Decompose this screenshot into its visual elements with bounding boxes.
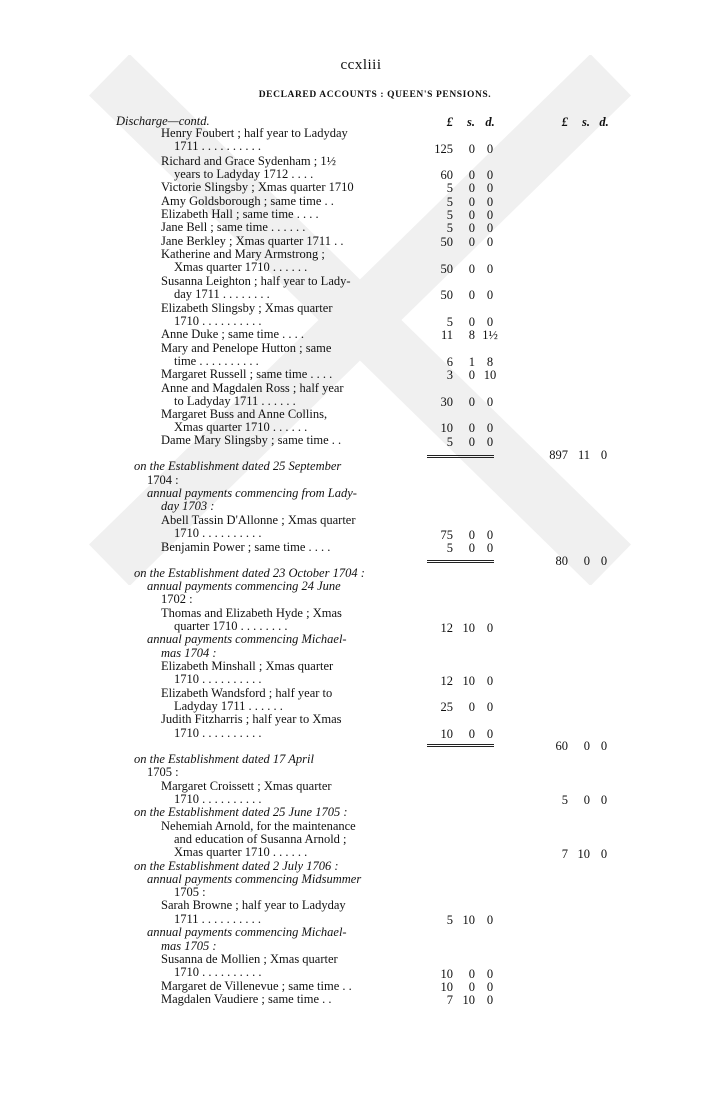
ledger-line-xmas-quarter-1710: Xmas quarter 1710 . . . . . . xyxy=(174,260,308,274)
ledger-line-annual-payments-commencing-24-june: annual payments commencing 24 June xyxy=(147,579,341,593)
header-total-shillings: s. xyxy=(582,115,590,129)
header-total-pounds: £ xyxy=(561,115,568,129)
amount-shillings: 0 xyxy=(468,727,475,741)
header-total-pence: d. xyxy=(599,115,609,129)
amount-pence: 0 xyxy=(486,621,494,635)
ledger-line-mas-1704: mas 1704 : xyxy=(161,646,217,660)
amount-pounds: 5 xyxy=(446,435,453,449)
amount-pence: 0 xyxy=(486,980,494,994)
running-head: DECLARED ACCOUNTS : QUEEN'S PENSIONS. xyxy=(258,90,492,100)
amount-shillings: 0 xyxy=(468,395,475,409)
ledger-line-elizabeth-wandsford-half-year-to: Elizabeth Wandsford ; half year to xyxy=(161,686,333,700)
total-pence: 0 xyxy=(600,793,608,807)
ledger-line-1710: 1710 . . . . . . . . . . xyxy=(174,792,262,806)
ledger-line-henry-foubert-half-year-to-ladyday: Henry Foubert ; half year to Ladyday xyxy=(161,126,348,140)
amount-pence: 10 xyxy=(483,368,497,382)
total-pence: 0 xyxy=(600,448,608,462)
ledger-line-1710: 1710 . . . . . . . . . . xyxy=(174,672,262,686)
amount-shillings: 1 xyxy=(468,355,475,369)
ledger-line-day-1703: day 1703 : xyxy=(161,499,215,513)
amount-pence: 0 xyxy=(486,541,494,555)
amount-pounds: 25 xyxy=(440,700,453,714)
amount-pounds: 30 xyxy=(440,395,453,409)
amount-pence: 0 xyxy=(486,674,494,688)
ledger-line-benjamin-power-same-time: Benjamin Power ; same time . . . . xyxy=(161,540,331,554)
total-pence: 0 xyxy=(600,739,608,753)
amount-shillings: 8 xyxy=(468,328,475,342)
ledger-line-judith-fitzharris-half-year-to-xmas: Judith Fitzharris ; half year to Xmas xyxy=(161,712,342,726)
total-pounds: 897 xyxy=(549,448,568,462)
ledger-line-richard-and-grace-sydenham-1: Richard and Grace Sydenham ; 1½ xyxy=(161,154,336,168)
amount-shillings: 10 xyxy=(462,621,475,635)
ledger-line-mas-1705: mas 1705 : xyxy=(161,939,217,953)
amount-pounds: 5 xyxy=(446,195,453,209)
amount-shillings: 0 xyxy=(468,528,475,542)
amount-shillings: 0 xyxy=(468,195,475,209)
amount-pounds: 3 xyxy=(446,368,453,382)
page-number: ccxliii xyxy=(340,57,382,73)
ledger-line-1705: 1705 : xyxy=(174,885,206,899)
amount-pounds: 12 xyxy=(440,674,453,688)
amount-pence: 0 xyxy=(486,315,494,329)
total-shillings: 0 xyxy=(583,554,590,568)
amount-shillings: 0 xyxy=(468,967,475,981)
amount-pence: 0 xyxy=(486,168,494,182)
amount-shillings: 0 xyxy=(468,435,475,449)
ledger-line-elizabeth-minshall-xmas-quarter: Elizabeth Minshall ; Xmas quarter xyxy=(161,659,334,673)
amount-shillings: 0 xyxy=(468,288,475,302)
amount-pounds: 125 xyxy=(434,142,453,156)
ledger-line-margaret-buss-and-anne-collins: Margaret Buss and Anne Collins, xyxy=(161,407,328,421)
ledger-line-discharge-contd: Discharge—contd. xyxy=(116,114,210,128)
ledger-line-jane-berkley-xmas-quarter-1711: Jane Berkley ; Xmas quarter 1711 . . xyxy=(161,234,344,248)
sum-rule xyxy=(427,560,494,563)
ledger-line-1710: 1710 . . . . . . . . . . xyxy=(174,965,262,979)
ledger-line-jane-bell-same-time: Jane Bell ; same time . . . . . . xyxy=(161,220,306,234)
total-pounds: 7 xyxy=(561,847,568,861)
ledger-line-annual-payments-commencing-michael: annual payments commencing Michael- xyxy=(147,632,347,646)
amount-pence: 0 xyxy=(486,435,494,449)
amount-shillings: 0 xyxy=(468,168,475,182)
ledger-line-1710: 1710 . . . . . . . . . . xyxy=(174,526,262,540)
total-pence: 0 xyxy=(600,554,608,568)
amount-pence: 0 xyxy=(486,221,494,235)
header-shillings: s. xyxy=(467,115,475,129)
amount-pence: 8 xyxy=(486,355,494,369)
amount-pence: 0 xyxy=(486,421,494,435)
amount-pounds: 50 xyxy=(440,235,453,249)
ledger-line-1710: 1710 . . . . . . . . . . xyxy=(174,726,262,740)
amount-shillings: 0 xyxy=(468,421,475,435)
ledger-line-on-the-establishment-dated-23-october-17: on the Establishment dated 23 October 1704 : xyxy=(134,566,365,580)
ledger-line-victorie-slingsby-xmas-quarter-1710: Victorie Slingsby ; Xmas quarter 1710 xyxy=(161,180,354,194)
amount-shillings: 10 xyxy=(462,993,475,1007)
ledger-line-annual-payments-commencing-midsummer: annual payments commencing Midsummer xyxy=(147,872,362,886)
amount-pence: 0 xyxy=(486,142,494,156)
total-pounds: 5 xyxy=(561,793,568,807)
total-shillings: 0 xyxy=(583,793,590,807)
amount-pence: 0 xyxy=(486,208,494,222)
ledger-line-abell-tassin-d-allonne-xmas-quarter: Abell Tassin D'Allonne ; Xmas quarter xyxy=(161,513,356,527)
ledger-line-on-the-establishment-dated-25-june-1705: on the Establishment dated 25 June 1705 : xyxy=(134,805,348,819)
ledger-line-susanna-leighton-half-year-to-lady: Susanna Leighton ; half year to Lady- xyxy=(161,274,351,288)
ledger-line-1710: 1710 . . . . . . . . . . xyxy=(174,314,262,328)
ledger-line-on-the-establishment-dated-25-september: on the Establishment dated 25 September xyxy=(134,459,342,473)
ledger-line-magdalen-vaudiere-same-time: Magdalen Vaudiere ; same time . . xyxy=(161,992,332,1006)
ledger-line-annual-payments-commencing-michael: annual payments commencing Michael- xyxy=(147,925,347,939)
amount-pounds: 5 xyxy=(446,181,453,195)
amount-pence: 0 xyxy=(486,195,494,209)
header-pence: d. xyxy=(485,115,495,129)
ledger-line-1702: 1702 : xyxy=(161,592,193,606)
amount-shillings: 0 xyxy=(468,208,475,222)
amount-pounds: 50 xyxy=(440,288,453,302)
ledger-line-katherine-and-mary-armstrong: Katherine and Mary Armstrong ; xyxy=(161,247,325,261)
ledger-line-margaret-croissett-xmas-quarter: Margaret Croissett ; Xmas quarter xyxy=(161,779,332,793)
ledger-line-on-the-establishment-dated-2-july-1706: on the Establishment dated 2 July 1706 : xyxy=(134,859,339,873)
ledger-line-margaret-de-villenevue-same-time: Margaret de Villenevue ; same time . . xyxy=(161,979,352,993)
amount-pence: 0 xyxy=(486,181,494,195)
header-pounds: £ xyxy=(446,115,453,129)
amount-pounds: 10 xyxy=(440,727,453,741)
amount-pounds: 10 xyxy=(440,967,453,981)
ledger-line-1711: 1711 . . . . . . . . . . xyxy=(174,139,262,153)
amount-shillings: 0 xyxy=(468,541,475,555)
amount-pence: 0 xyxy=(486,727,494,741)
amount-pence: 0 xyxy=(486,235,494,249)
amount-shillings: 0 xyxy=(468,142,475,156)
ledger-line-time: time . . . . . . . . . . xyxy=(174,354,259,368)
ledger-line-and-education-of-susanna-arnold: and education of Susanna Arnold ; xyxy=(174,832,347,846)
amount-pounds: 11 xyxy=(440,328,453,342)
ledger-line-anne-and-magdalen-ross-half-year: Anne and Magdalen Ross ; half year xyxy=(161,381,344,395)
total-pounds: 60 xyxy=(555,739,568,753)
amount-pounds: 10 xyxy=(440,980,453,994)
amount-pence: 0 xyxy=(486,528,494,542)
ledger-line-1705: 1705 : xyxy=(147,765,179,779)
amount-pence: 0 xyxy=(486,993,494,1007)
ledger-line-elizabeth-hall-same-time: Elizabeth Hall ; same time . . . . xyxy=(161,207,319,221)
amount-shillings: 0 xyxy=(468,980,475,994)
ledger-line-annual-payments-commencing-from-lady: annual payments commencing from Lady- xyxy=(147,486,357,500)
amount-pence: 0 xyxy=(486,913,494,927)
total-pence: 0 xyxy=(600,847,608,861)
amount-shillings: 0 xyxy=(468,315,475,329)
ledger-line-xmas-quarter-1710: Xmas quarter 1710 . . . . . . xyxy=(174,420,308,434)
amount-pounds: 10 xyxy=(440,421,453,435)
ledger-line-xmas-quarter-1710: Xmas quarter 1710 . . . . . . xyxy=(174,845,308,859)
ledger-line-anne-duke-same-time: Anne Duke ; same time . . . . xyxy=(161,327,305,341)
amount-pence: 0 xyxy=(486,395,494,409)
amount-pence: 0 xyxy=(486,288,494,302)
amount-shillings: 0 xyxy=(468,368,475,382)
amount-pounds: 12 xyxy=(440,621,453,635)
ledger-line-ladyday-1711: Ladyday 1711 . . . . . . xyxy=(174,699,283,713)
amount-pounds: 6 xyxy=(446,355,453,369)
ledger-line-day-1711: day 1711 . . . . . . . . xyxy=(174,287,270,301)
amount-shillings: 10 xyxy=(462,913,475,927)
watermark-logo xyxy=(60,55,660,585)
total-pounds: 80 xyxy=(555,554,568,568)
ledger-line-quarter-1710: quarter 1710 . . . . . . . . xyxy=(174,619,288,633)
amount-shillings: 0 xyxy=(468,235,475,249)
amount-pence: 0 xyxy=(486,967,494,981)
amount-shillings: 10 xyxy=(462,674,475,688)
ledger-line-nehemiah-arnold-for-the-maintenance: Nehemiah Arnold, for the maintenance xyxy=(161,819,356,833)
amount-pounds: 5 xyxy=(446,541,453,555)
amount-pounds: 60 xyxy=(440,168,453,182)
amount-pounds: 75 xyxy=(440,528,453,542)
ledger-line-susanna-de-mollien-xmas-quarter: Susanna de Mollien ; Xmas quarter xyxy=(161,952,338,966)
ledger-line-amy-goldsborough-same-time: Amy Goldsborough ; same time . . xyxy=(161,194,334,208)
amount-shillings: 0 xyxy=(468,700,475,714)
ledger-line-to-ladyday-1711: to Ladyday 1711 . . . . . . xyxy=(174,394,296,408)
amount-pounds: 7 xyxy=(446,993,453,1007)
amount-pounds: 50 xyxy=(440,262,453,276)
total-shillings: 0 xyxy=(583,739,590,753)
amount-shillings: 0 xyxy=(468,262,475,276)
amount-shillings: 0 xyxy=(468,181,475,195)
ledger-line-dame-mary-slingsby-same-time: Dame Mary Slingsby ; same time . . xyxy=(161,433,342,447)
amount-pence: 0 xyxy=(486,262,494,276)
sum-rule xyxy=(427,744,494,747)
amount-shillings: 0 xyxy=(468,221,475,235)
ledger-line-1704: 1704 : xyxy=(147,473,179,487)
ledger-line-elizabeth-slingsby-xmas-quarter: Elizabeth Slingsby ; Xmas quarter xyxy=(161,301,333,315)
amount-pounds: 5 xyxy=(446,208,453,222)
amount-pence: 1½ xyxy=(482,328,498,342)
ledger-line-years-to-ladyday-1712: years to Ladyday 1712 . . . . xyxy=(174,167,314,181)
ledger-line-1711: 1711 . . . . . . . . . . xyxy=(174,912,262,926)
amount-pounds: 5 xyxy=(446,913,453,927)
ledger-line-mary-and-penelope-hutton-same: Mary and Penelope Hutton ; same xyxy=(161,341,332,355)
ledger-line-margaret-russell-same-time: Margaret Russell ; same time . . . . xyxy=(161,367,333,381)
amount-pounds: 5 xyxy=(446,315,453,329)
amount-pence: 0 xyxy=(486,700,494,714)
total-shillings: 10 xyxy=(577,847,590,861)
sum-rule xyxy=(427,455,494,458)
amount-pounds: 5 xyxy=(446,221,453,235)
ledger-line-on-the-establishment-dated-17-april: on the Establishment dated 17 April xyxy=(134,752,314,766)
total-shillings: 11 xyxy=(577,448,590,462)
ledger-line-sarah-browne-half-year-to-ladyday: Sarah Browne ; half year to Ladyday xyxy=(161,898,346,912)
ledger-line-thomas-and-elizabeth-hyde-xmas: Thomas and Elizabeth Hyde ; Xmas xyxy=(161,606,342,620)
